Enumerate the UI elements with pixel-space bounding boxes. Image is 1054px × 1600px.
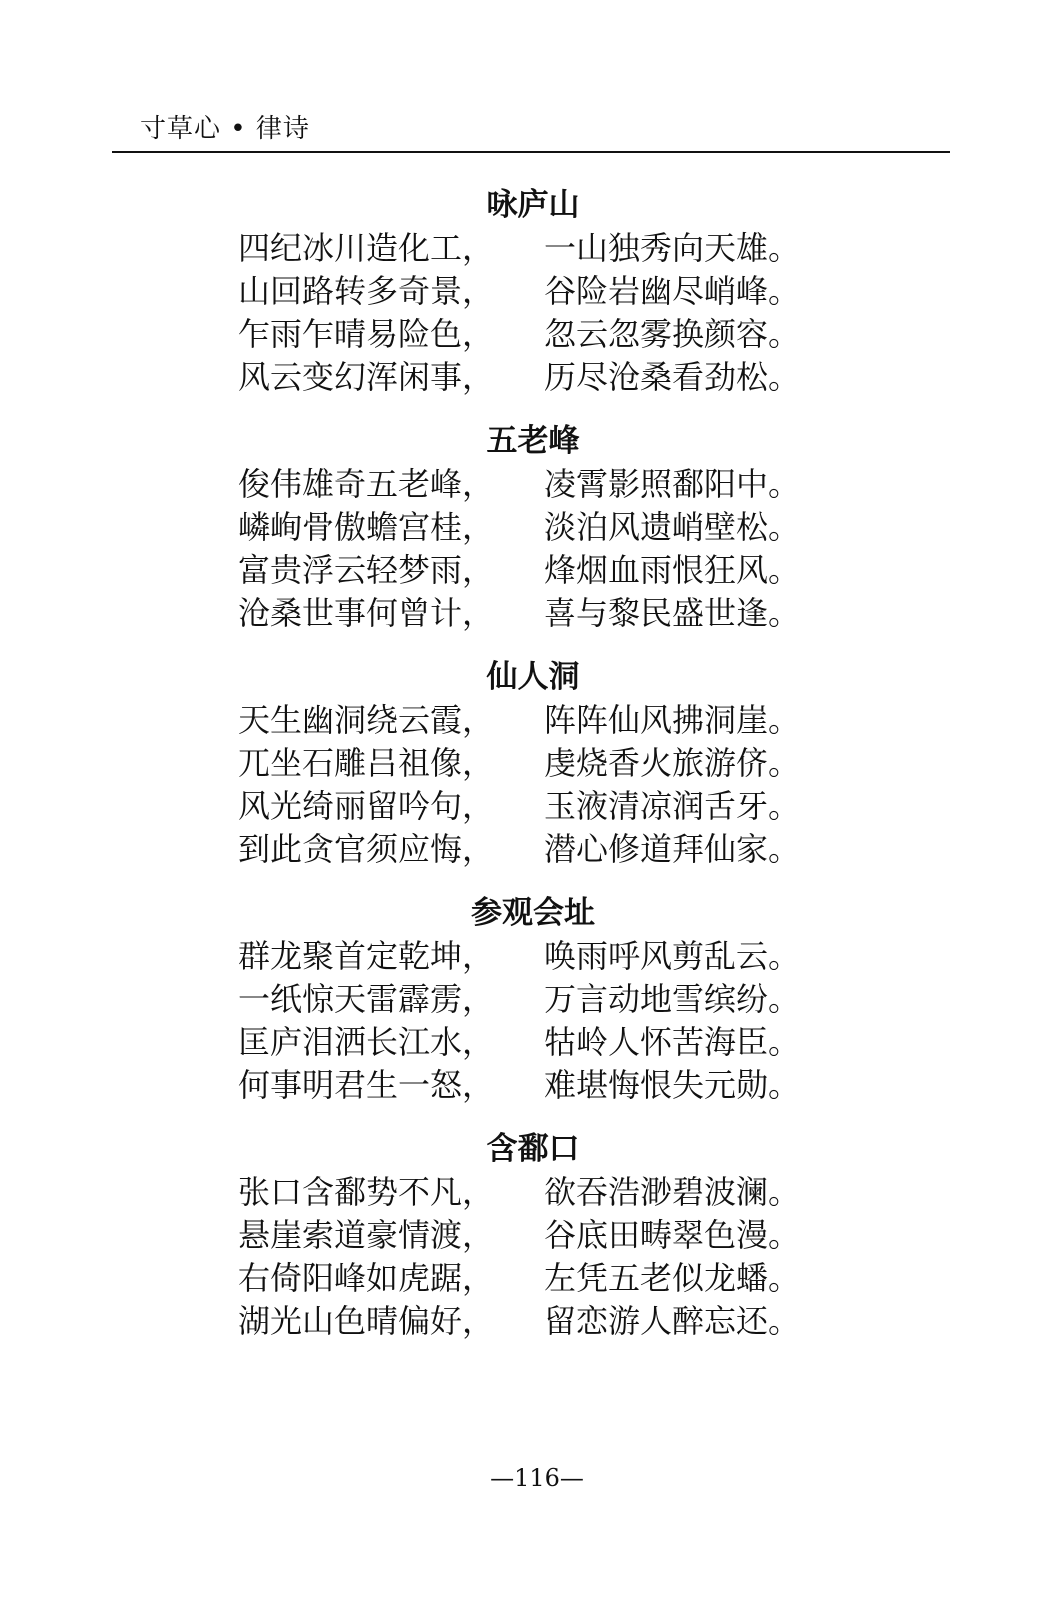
poem-line xyxy=(0,1257,1054,1300)
line-second-half: 难堪悔恨失元勋。 xyxy=(544,1066,801,1104)
page-number: —116— xyxy=(490,1464,584,1492)
poem-line xyxy=(0,785,1054,828)
line-second-half: 烽烟血雨恨狂风。 xyxy=(544,551,801,589)
line-first-half: 群龙聚首定乾坤， xyxy=(238,937,495,975)
line-first-half: 风光绮丽留吟句， xyxy=(238,787,495,825)
poem-line xyxy=(0,699,1054,742)
line-first-half: 四纪冰川造化工， xyxy=(238,229,495,267)
line-second-half: 谷险岩幽尽峭峰。 xyxy=(544,272,801,310)
line-first-half: 右倚阳峰如虎踞， xyxy=(238,1259,495,1297)
poem-line xyxy=(0,828,1054,871)
line-first-half: 一纸惊天雷霹雳， xyxy=(238,980,495,1018)
line-first-half: 俊伟雄奇五老峰， xyxy=(238,465,495,503)
line-first-half: 何事明君生一怒， xyxy=(238,1066,495,1104)
line-second-half: 潜心修道拜仙家。 xyxy=(544,830,801,868)
poem-title: 五老峰 xyxy=(486,423,580,459)
line-first-half: 到此贪官须应悔， xyxy=(238,830,495,868)
poem-line xyxy=(0,1300,1054,1343)
line-second-half: 历尽沧桑看劲松。 xyxy=(544,358,801,396)
line-first-half: 天生幽洞绕云霞， xyxy=(238,701,495,739)
poem-title: 咏庐山 xyxy=(486,187,580,223)
poem-line xyxy=(0,227,1054,270)
poem-title: 含鄱口 xyxy=(486,1131,580,1167)
line-first-half: 乍雨乍晴易险色， xyxy=(238,315,495,353)
line-second-half: 喜与黎民盛世逢。 xyxy=(544,594,801,632)
line-first-half: 兀坐石雕吕祖像， xyxy=(238,744,495,782)
line-second-half: 左凭五老似龙蟠。 xyxy=(544,1259,801,1297)
poem xyxy=(0,1127,1054,1363)
poem-line xyxy=(0,549,1054,592)
line-first-half: 匡庐泪洒长江水， xyxy=(238,1023,495,1061)
line-first-half: 张口含鄱势不凡， xyxy=(238,1173,495,1211)
poem-title: 仙人洞 xyxy=(486,659,580,695)
poem-title: 参观会址 xyxy=(471,895,595,931)
poem-line xyxy=(0,1214,1054,1257)
line-first-half: 风云变幻浑闲事， xyxy=(238,358,495,396)
poem-line xyxy=(0,313,1054,356)
poem-line xyxy=(0,935,1054,978)
line-second-half: 阵阵仙风拂洞崖。 xyxy=(544,701,801,739)
header-rule xyxy=(112,151,950,153)
line-second-half: 玉液清凉润舌牙。 xyxy=(544,787,801,825)
line-second-half: 欲吞浩渺碧波澜。 xyxy=(544,1173,801,1211)
poem xyxy=(0,891,1054,1127)
poem-line xyxy=(0,1064,1054,1107)
poem-line xyxy=(0,742,1054,785)
line-first-half: 山回路转多奇景， xyxy=(238,272,495,310)
poem-list xyxy=(0,183,1054,1363)
line-second-half: 谷底田畴翠色漫。 xyxy=(544,1216,801,1254)
line-second-half: 万言动地雪缤纷。 xyxy=(544,980,801,1018)
line-first-half: 悬崖索道豪情渡， xyxy=(238,1216,495,1254)
poem-line xyxy=(0,270,1054,313)
line-first-half: 嶙峋骨傲蟾宫桂， xyxy=(238,508,495,546)
poem xyxy=(0,655,1054,891)
running-header: 寸草心 • 律诗 xyxy=(140,114,310,144)
poem xyxy=(0,183,1054,419)
line-second-half: 淡泊风遗峭壁松。 xyxy=(544,508,801,546)
poem-line xyxy=(0,1021,1054,1064)
poem xyxy=(0,419,1054,655)
poem-line xyxy=(0,592,1054,635)
line-first-half: 富贵浮云轻梦雨， xyxy=(238,551,495,589)
poem-line xyxy=(0,978,1054,1021)
line-second-half: 忽云忽雾换颜容。 xyxy=(544,315,801,353)
poem-line xyxy=(0,506,1054,549)
line-first-half: 湖光山色晴偏好， xyxy=(238,1302,495,1340)
line-second-half: 唤雨呼风剪乱云。 xyxy=(544,937,801,975)
poem-line xyxy=(0,356,1054,399)
poem-line xyxy=(0,463,1054,506)
line-second-half: 一山独秀向天雄。 xyxy=(544,229,801,267)
line-second-half: 留恋游人醉忘还。 xyxy=(544,1302,801,1340)
line-second-half: 牯岭人怀苦海臣。 xyxy=(544,1023,801,1061)
line-second-half: 虔烧香火旅游侪。 xyxy=(544,744,801,782)
line-first-half: 沧桑世事何曾计， xyxy=(238,594,495,632)
line-second-half: 凌霄影照鄱阳中。 xyxy=(544,465,801,503)
poem-line xyxy=(0,1171,1054,1214)
